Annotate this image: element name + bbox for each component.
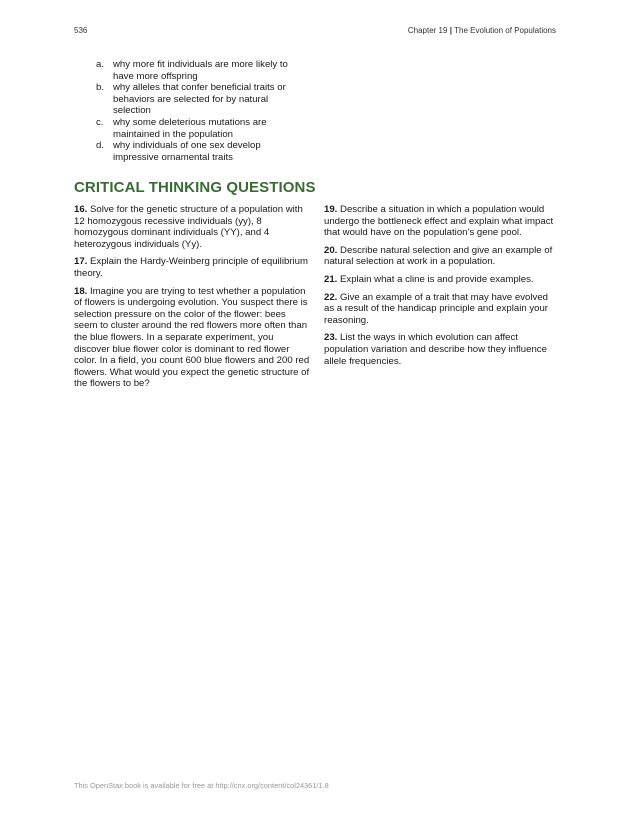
option-letter: d.: [96, 140, 105, 152]
chapter-title: The Evolution of Populations: [454, 26, 556, 35]
question-text: Solve for the genetic structure of a population with 12 homozygous recessive individuals (yy), 8 homozygous dominant individuals (YY), and 4 heterozygous individuals (Yy).: [74, 204, 303, 250]
questions-right-column: [324, 204, 560, 373]
question-number: 20.: [324, 244, 338, 256]
question-number: 17.: [74, 256, 88, 268]
section-title: CRITICAL THINKING QUESTIONS: [74, 179, 316, 196]
question-number: 22.: [324, 291, 338, 303]
question-text: Describe natural selection and give an example of natural selection at work in a population.: [324, 244, 553, 268]
question-16: [74, 204, 310, 250]
question-number: 16.: [74, 204, 88, 215]
question-number: 19.: [324, 204, 338, 215]
question-22: [324, 292, 560, 327]
answer-options: [96, 59, 306, 163]
option-text: why more fit individuals are more likely to have more offspring: [113, 59, 288, 82]
question-text: Describe a situation in which a population would undergo the bottleneck effect and explain what impact that would have on the population’s gene pool.: [324, 204, 554, 239]
option-letter: b.: [96, 82, 105, 94]
option-b: [96, 82, 306, 117]
question-text: List the ways in which evolution can affect population variation and describe how they influence allele frequencies.: [324, 332, 547, 367]
running-header: [408, 26, 556, 35]
option-text: why alleles that confer beneficial traits or behaviors are selected for by natural selection: [113, 82, 286, 117]
question-text: Explain the Hardy-Weinberg principle of equilibrium theory.: [74, 256, 308, 279]
question-20: [324, 245, 560, 268]
question-number: 21.: [324, 273, 338, 285]
option-d: [96, 140, 306, 163]
option-c: [96, 117, 306, 140]
question-number: 23.: [324, 332, 338, 344]
page-number: 536: [74, 26, 88, 35]
question-17: [74, 256, 310, 279]
question-text: Give an example of a trait that may have evolved as a result of the handicap principle and explain your reasoning.: [324, 291, 548, 326]
question-18: [74, 286, 310, 390]
chapter-number: Chapter 19: [407, 26, 448, 35]
footer-note: This OpenStax book is available for free at http://cnx.org/content/col24361/1.8: [74, 781, 329, 790]
question-23: [324, 332, 560, 367]
option-letter: c.: [96, 116, 104, 128]
question-text: Explain what a cline is and provide examples.: [340, 273, 534, 285]
questions-left-column: [74, 204, 310, 396]
option-a: [96, 59, 306, 82]
question-19: [324, 204, 560, 239]
option-letter: a.: [96, 59, 105, 70]
option-text: why some deleterious mutations are maintained in the population: [113, 116, 267, 140]
option-text: why individuals of one sex develop impressive ornamental traits: [113, 140, 261, 163]
question-number: 18.: [74, 285, 88, 297]
question-21: [324, 274, 560, 286]
question-text: Imagine you are trying to test whether a population of flowers is undergoing evolution. You suspect there is selection pressure on the color of the flower: bees seem to cluster around the red flowers more often than the blue flowers. In a separate experiment, you discover blue flower color is dominant to red flower color. In a field, you count 600 blue flowers and 200 red flowers. What would you expect the genetic structure of the flowers to be?: [74, 285, 310, 390]
header-separator: |: [447, 26, 455, 35]
